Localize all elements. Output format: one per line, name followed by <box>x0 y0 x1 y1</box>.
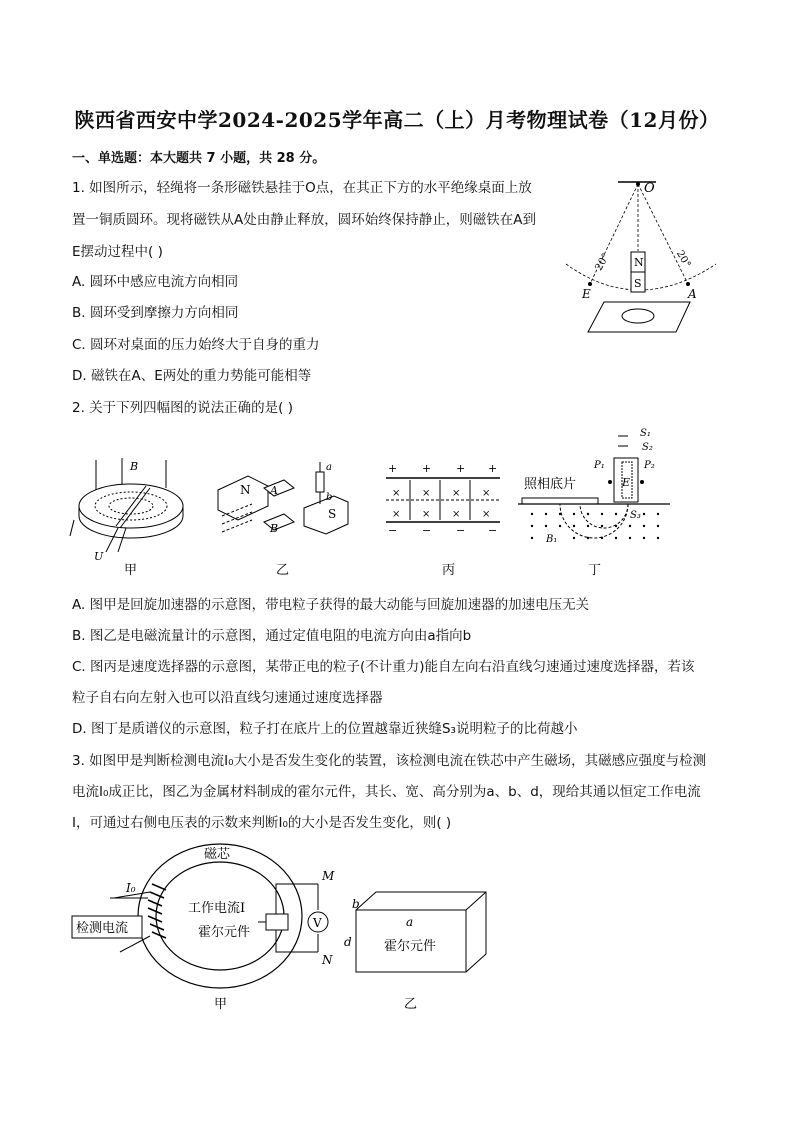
q2-option-c-line-1: C. 图丙是速度选择器的示意图，某带正电的粒子(不计重力)能自左向右沿直线匀速通过速度选择器，若该 <box>72 659 695 675</box>
q1-copper-ring <box>622 309 654 323</box>
q3-caption-yi: 乙 <box>404 997 418 1012</box>
q3-stem-line-3: I，可通过右侧电压表的示数来判断I₀的大小是否发生变化，则( ) <box>72 815 452 831</box>
q2-ding-label-p2: P₂ <box>644 460 655 471</box>
q2-jia-label-u: U <box>94 550 104 563</box>
q2-bing-cross-6: × <box>422 509 431 520</box>
q1-stem-line-3: E摆动过程中( ) <box>72 244 163 260</box>
q1-label-a: A <box>688 287 697 301</box>
q2-bing-cross-3: × <box>452 488 461 499</box>
q3-label-i0: I₀ <box>126 881 136 895</box>
q3-fig-yi-hall-element <box>340 880 500 1020</box>
q2-jia-label-b: B <box>130 460 139 473</box>
q3-core-inner <box>156 862 284 970</box>
q3-coil <box>148 884 166 938</box>
q3-label-n: N <box>322 953 333 967</box>
page-title: 陕西省西安中学2024-2025学年高二（上）月考物理试卷（12月份） <box>74 108 720 132</box>
q2-fig-jia-cyclotron <box>66 456 196 580</box>
q2-option-c-line-2: 粒子自右向左射入也可以沿直线匀速通过速度选择器 <box>72 690 383 706</box>
q2-option-a: A. 图甲是回旋加速器的示意图，带电粒子获得的最大动能与回旋加速器的加速电压无关 <box>72 597 590 613</box>
section-heading: 一、单选题：本大题共 7 小题，共 28 分。 <box>72 151 326 166</box>
q2-bing-minus-3: − <box>456 524 466 537</box>
q2-bing-cross-4: × <box>482 488 491 499</box>
q1-stem-line-1: 1. 如图所示，轻绳将一条形磁铁悬挂于O点，在其正下方的水平绝缘桌面上放 <box>72 180 532 196</box>
q2-bing-cross-2: × <box>422 488 431 499</box>
q3-stem-line-1: 3. 如图甲是判断检测电流I₀大小是否发生变化的装置，该检测电流在铁芯中产生磁场，其磁感应强度与检测 <box>72 753 707 769</box>
q3-yi-label-a: a <box>406 915 414 929</box>
q3-label-hall: 霍尔元件 <box>198 925 251 940</box>
q2-yi-label-b-plate: B <box>270 522 279 535</box>
q3-label-m: M <box>322 869 335 883</box>
q2-yi-label-a-terminal: a <box>326 462 332 473</box>
q2-ding-label-b1: B₁ <box>546 534 558 545</box>
q2-yi-label-a: A <box>270 484 278 497</box>
q2-caption-yi: 乙 <box>276 563 290 578</box>
q2-ding-film-plate <box>522 498 598 504</box>
q2-ding-label-p1: P₁ <box>594 460 605 471</box>
q2-caption-jia: 甲 <box>124 563 138 578</box>
q1-angle-right: 20° <box>673 248 693 270</box>
q1-option-a: A. 圆环中感应电流方向相同 <box>72 274 239 290</box>
q2-caption-ding: 丁 <box>588 563 602 578</box>
q1-label-o: O <box>644 181 655 196</box>
q3-label-core: 磁芯 <box>204 847 231 862</box>
q3-label-work-current: 工作电流I <box>188 901 246 916</box>
q3-yi-label-d: d <box>344 935 352 949</box>
q2-bing-cross-1: × <box>392 488 401 499</box>
q1-pendulum-figure <box>556 176 726 336</box>
q1-label-n: N <box>634 256 644 269</box>
q2-yi-label-s: S <box>328 507 337 521</box>
q2-fig-ding-mass-spectrometer <box>518 424 678 584</box>
q2-option-d: D. 图丁是质谱仪的示意图，粒子打在底片上的位置越靠近狭缝S₃说明粒子的比荷越小 <box>72 721 578 737</box>
q1-option-d: D. 磁铁在A、E两处的重力势能可能相等 <box>72 368 312 384</box>
q3-fig-jia-detector <box>70 840 350 1020</box>
q3-stem-line-2: 电流I₀成正比，图乙为金属材料制成的霍尔元件，其长、宽、高分别为a、b、d，现给其通以恒定工作电流 <box>72 784 701 800</box>
q1-stem-line-2: 置一铜质圆环。现将磁铁从A处由静止释放，圆环始终保持静止，则磁铁在A到 <box>72 212 536 228</box>
q2-bing-plus-4: + <box>488 462 498 475</box>
q2-bing-minus-2: − <box>422 524 432 537</box>
q3-label-detect: 检测电流 <box>76 921 129 936</box>
q1-option-c: C. 圆环对桌面的压力始终大于自身的重力 <box>72 337 320 353</box>
q2-fig-bing-velocity-selector <box>382 462 506 582</box>
q2-option-b: B. 图乙是电磁流量计的示意图，通过定值电阻的电流方向由a指向b <box>72 628 472 644</box>
q2-bing-plus-2: + <box>422 462 432 475</box>
q2-bing-plus-1: + <box>388 462 398 475</box>
q3-yi-label-hall: 霍尔元件 <box>384 939 437 954</box>
q2-bing-minus-4: − <box>488 524 498 537</box>
q1-label-e: E <box>582 287 591 301</box>
q2-bing-plus-3: + <box>456 462 466 475</box>
q2-bing-minus-1: − <box>388 524 398 537</box>
q2-stem: 2. 关于下列四幅图的说法正确的是( ) <box>72 400 293 416</box>
q2-ding-label-s2: S₂ <box>642 442 653 453</box>
q2-bing-cross-7: × <box>452 509 461 520</box>
q3-hall-element <box>266 914 288 930</box>
q3-yi-label-b: b <box>352 897 360 911</box>
q2-yi-label-n: N <box>240 483 251 497</box>
q2-fig-yi-flowmeter <box>208 460 358 580</box>
q2-bing-cross-8: × <box>482 509 491 520</box>
q3-caption-jia: 甲 <box>214 997 228 1012</box>
q1-angle-left: 20° <box>593 251 612 273</box>
q2-ding-label-s3: S₃ <box>630 510 641 521</box>
q2-ding-label-film: 照相底片 <box>524 477 577 492</box>
q2-caption-bing: 丙 <box>442 563 456 578</box>
q2-ding-label-e: E <box>622 476 631 489</box>
q2-yi-label-b-terminal: b <box>326 492 333 503</box>
q2-ding-label-s1: S₁ <box>640 428 651 439</box>
q3-label-v: V <box>313 916 322 930</box>
q1-option-b: B. 圆环受到摩擦力方向相同 <box>72 305 239 321</box>
q2-bing-cross-5: × <box>392 509 401 520</box>
q1-label-s: S <box>634 277 642 290</box>
